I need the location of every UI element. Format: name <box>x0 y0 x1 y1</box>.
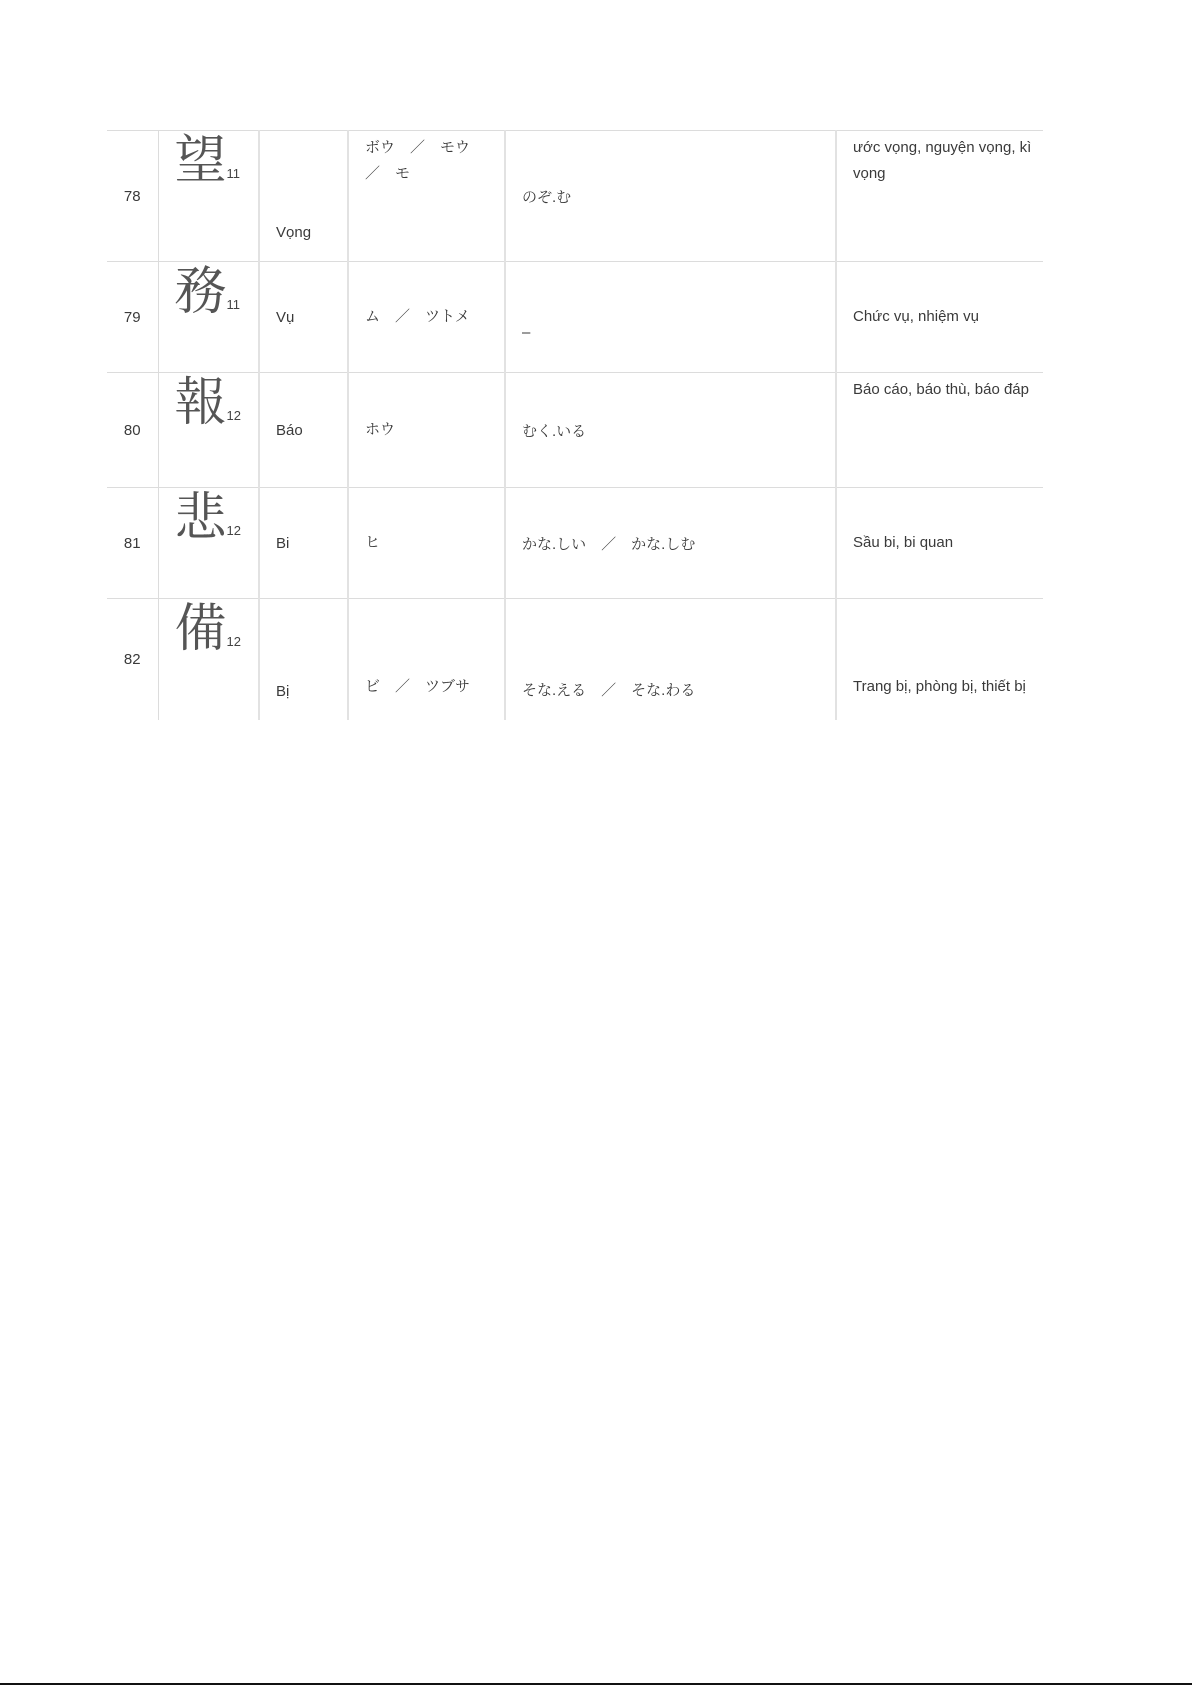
kanji-cell <box>158 373 259 488</box>
on-reading-line: ム ／ ツトメ <box>365 308 470 325</box>
hanviet-reading: Bi <box>259 488 348 599</box>
on-reading-cell <box>348 373 505 488</box>
row-number: 79 <box>107 262 158 373</box>
stroke-count: 12 <box>226 634 241 649</box>
on-reading-line: ビ ／ ツブサ <box>365 678 471 695</box>
meaning: Báo cáo, báo thù, báo đáp <box>836 373 1043 488</box>
kun-reading: むく.いる <box>505 373 836 488</box>
table-row <box>107 131 1043 262</box>
on-reading-cell <box>348 131 505 262</box>
kun-reading-text: – <box>522 323 531 341</box>
on-reading-line: ホウ <box>365 421 396 438</box>
row-number: 80 <box>107 373 158 488</box>
stroke-count: 11 <box>226 166 241 181</box>
stroke-count: 12 <box>226 408 241 423</box>
on-reading-line: ヒ <box>365 534 381 551</box>
kun-reading: そな.える ／ そな.わる <box>505 599 836 721</box>
meaning: ước vọng, nguyện vọng, kì vọng <box>836 131 1043 262</box>
meaning: Chức vụ, nhiệm vụ <box>836 262 1043 373</box>
kanji-character: 悲 <box>174 488 227 548</box>
meaning: Sầu bi, bi quan <box>836 488 1043 599</box>
kanji-table <box>107 130 1043 720</box>
stroke-count: 11 <box>226 297 241 312</box>
on-reading-cell <box>348 262 505 373</box>
kanji-character: 務 <box>174 262 227 322</box>
kanji-character: 報 <box>174 373 227 433</box>
kun-reading <box>505 262 836 373</box>
kanji-cell <box>158 262 259 373</box>
kanji-cell <box>158 131 259 262</box>
on-reading-line: ボウ ／ モウ <box>365 139 471 156</box>
meaning: Trang bị, phòng bị, thiết bị <box>836 599 1043 721</box>
row-number: 78 <box>107 131 158 262</box>
kanji-cell <box>158 488 259 599</box>
table-row <box>107 373 1043 488</box>
table-row <box>107 262 1043 373</box>
on-reading-cell <box>348 488 505 599</box>
on-reading-cell <box>348 599 505 721</box>
table-row <box>107 599 1043 721</box>
hanviet-reading: Vụ <box>259 262 348 373</box>
hanviet-reading: Vọng <box>259 131 348 262</box>
kanji-character: 備 <box>174 599 227 659</box>
row-number: 82 <box>107 599 158 721</box>
hanviet-reading: Bị <box>259 599 348 721</box>
stroke-count: 12 <box>226 523 241 538</box>
kun-reading: のぞ.む <box>505 131 836 262</box>
row-number: 81 <box>107 488 158 599</box>
kanji-cell <box>158 599 259 721</box>
kun-reading: かな.しい ／ かな.しむ <box>505 488 836 599</box>
on-reading-line: ／ モ <box>365 165 411 182</box>
hanviet-reading: Báo <box>259 373 348 488</box>
table-row <box>107 488 1043 599</box>
kanji-character: 望 <box>174 131 227 191</box>
